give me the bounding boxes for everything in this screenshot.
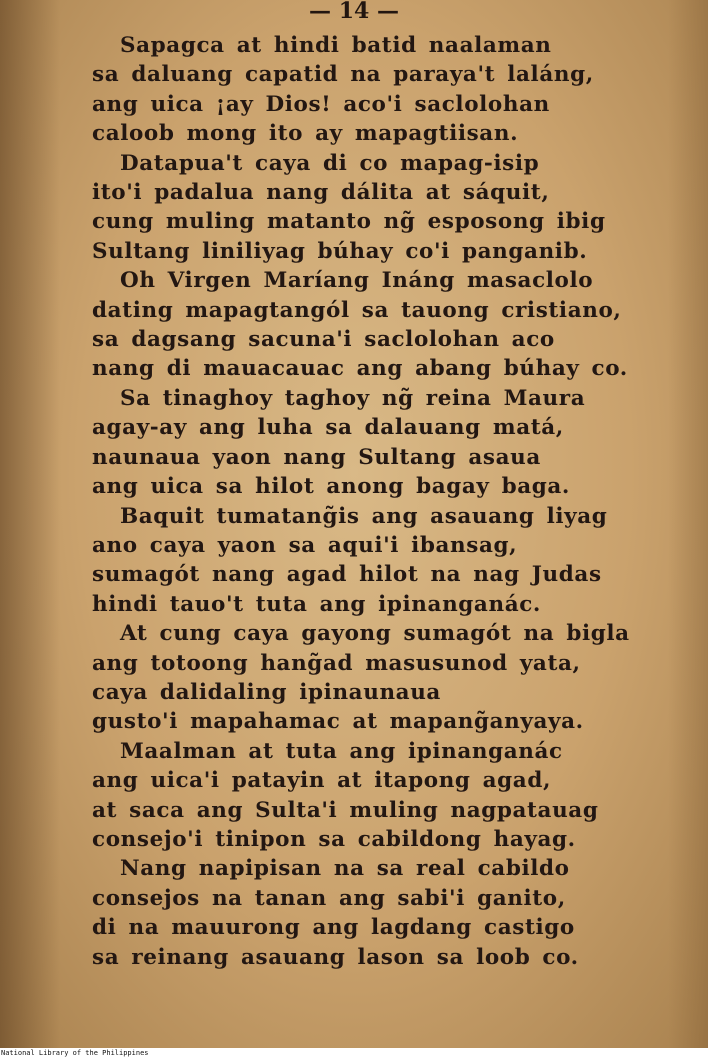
verse-line: sa reinang asauang lason sa loob co.	[92, 944, 579, 970]
verse-line: di na mauurong ang lagdang castigo	[92, 915, 575, 941]
verse-line: sa daluang capatid na paraya't laláng,	[92, 62, 594, 88]
verse-line: at saca ang Sulta'i muling nagpatauag	[92, 797, 599, 823]
verse-line: consejo'i tinipon sa cabildong hayag.	[92, 826, 576, 852]
verse-line: ang uica'i patayin at itapong agad,	[92, 768, 552, 794]
verse-line: Oh Virgen Maríang Ináng masaclolo	[120, 268, 594, 294]
verse-line: nang di mauacauac ang abang búhay co.	[92, 356, 628, 382]
verse-line: Datapua't caya di co mapag-isip	[120, 150, 540, 176]
verse-line: naunaua yaon nang Sultang asaua	[92, 444, 541, 470]
verse-line: Sultang liniliyag búhay co'i panganib.	[92, 238, 588, 264]
verse-line: sa dagsang sacuna'i saclolohan aco	[92, 327, 555, 353]
verse-line: dating mapagtangól sa tauong cristiano,	[92, 297, 622, 323]
verse-line: Sapagca at hindi batid naalaman	[120, 33, 552, 58]
verse-line: At cung caya gayong sumagót na bigla	[120, 621, 630, 647]
verse-line: sumagót nang agad hilot na nag Judas	[92, 562, 602, 588]
verse-line: Sa tinaghoy taghoy ng̃ reina Maura	[120, 385, 586, 411]
verse-line: ito'i padalua nang dálita at sáquit,	[92, 180, 550, 206]
verse-line: consejos na tanan ang sabi'i ganito,	[92, 885, 566, 911]
verse-line: caloob mong ito ay mapagtiisan.	[92, 121, 519, 147]
verse-line: agay-ay ang luha sa dalauang matá,	[92, 415, 564, 441]
verse-line: gusto'i mapahamac at mapang̃anyaya.	[92, 709, 584, 735]
page-number: — 14 —	[309, 0, 399, 24]
verse-line: Nang napipisan na sa real cabildo	[120, 856, 570, 882]
verse-line: cung muling matanto ng̃ esposong ibig	[92, 209, 606, 235]
verse-line: ang uica ¡ay Dios! aco'i saclolohan	[92, 91, 550, 117]
verse-line: caya dalidaling ipinaunaua	[92, 679, 441, 705]
verse-line: Maalman at tuta ang ipinanganác	[120, 738, 563, 764]
verse-line: hindi tauo't tuta ang ipinanganác.	[92, 591, 542, 617]
verse-line: ano caya yaon sa aqui'i ibansag,	[92, 532, 518, 558]
verse-line: ang uica sa hilot anong bagay baga.	[92, 474, 571, 500]
verse-line: Baquit tumatang̃is ang asauang liyag	[120, 503, 608, 529]
verse-line: ang totoong hang̃ad masusunod yata,	[92, 650, 581, 676]
poem-text	[92, 31, 692, 972]
library-credit: National Library of the Philippines	[0, 1049, 708, 1058]
